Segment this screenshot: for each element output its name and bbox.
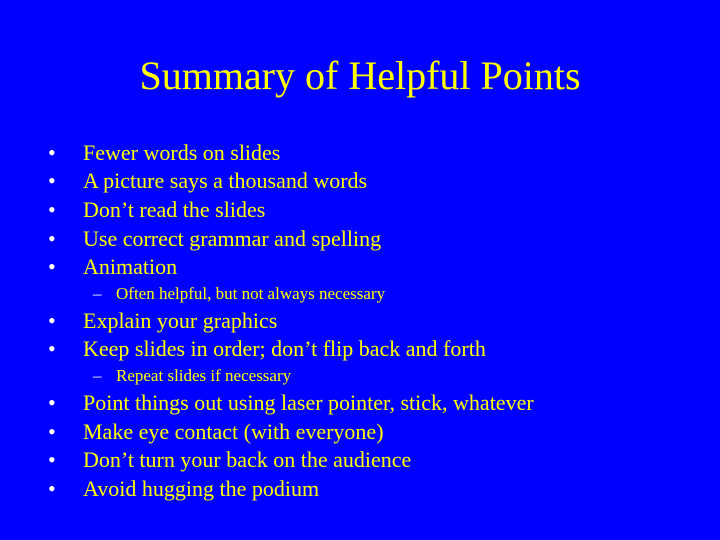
bullet-text: A picture says a thousand words [83, 168, 368, 193]
bullet-text: Point things out using laser pointer, stick, whatever [83, 390, 534, 415]
bullet-text: Make eye contact (with everyone) [83, 419, 384, 444]
bullet-icon: • [48, 140, 56, 165]
bullet-text: Explain your graphics [83, 308, 278, 333]
bullet-icon: • [48, 197, 56, 222]
bullet-text: Keep slides in order; don’t flip back and forth [83, 336, 486, 361]
bullet-text: Don’t read the slides [83, 197, 266, 222]
bullet-icon: • [48, 226, 56, 251]
bullet-text: Avoid hugging the podium [83, 476, 320, 501]
sub-bullet-text: Often helpful, but not always necessary [116, 284, 386, 303]
bullet-text: Animation [83, 254, 178, 279]
bullet-text: Fewer words on slides [83, 140, 281, 165]
bullet-icon: • [48, 254, 56, 279]
bullet-icon: • [48, 476, 56, 501]
slide-title: Summary of Helpful Points [139, 53, 581, 98]
bullet-icon: • [48, 336, 56, 361]
bullet-icon: • [48, 168, 56, 193]
bullet-icon: • [48, 419, 56, 444]
bullet-icon: • [48, 308, 56, 333]
dash-icon: – [93, 366, 102, 385]
dash-icon: – [93, 284, 102, 303]
bullet-text: Use correct grammar and spelling [83, 226, 382, 251]
bullet-icon: • [48, 447, 56, 472]
sub-bullet-text: Repeat slides if necessary [116, 366, 292, 385]
bullet-text: Don’t turn your back on the audience [83, 447, 412, 472]
bullet-icon: • [48, 390, 56, 415]
